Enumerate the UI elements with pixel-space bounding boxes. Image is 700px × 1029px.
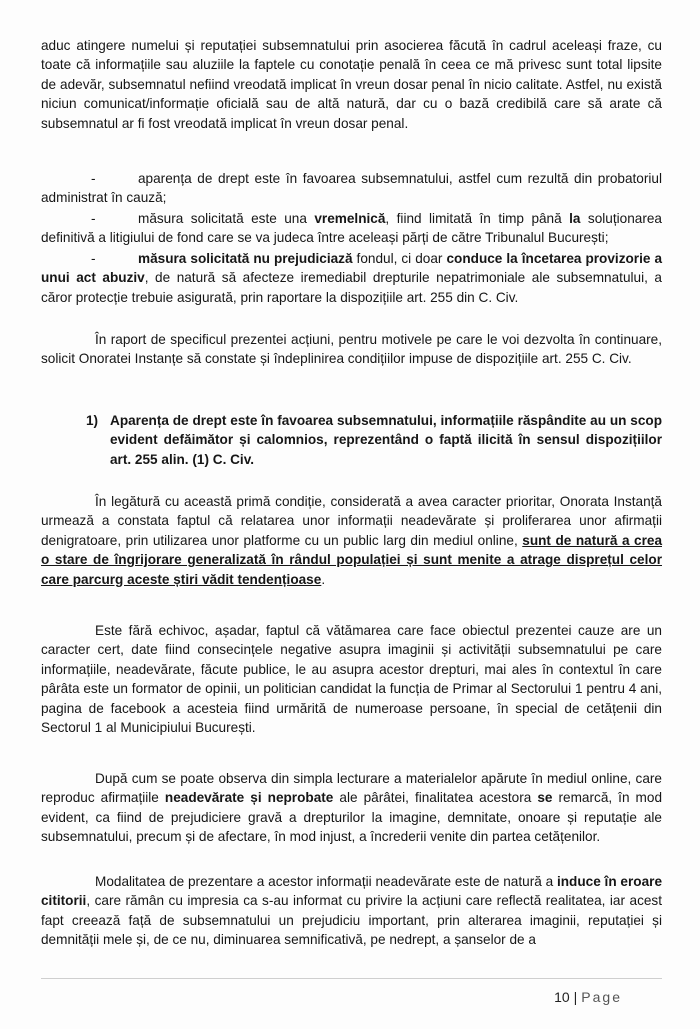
- bullet-text: măsura solicitată este una: [138, 211, 315, 226]
- bullet-text: soluționarea definitivă a litigiului de fond care se va judeca între aceleași părți de către Tribunalul București;: [41, 211, 662, 246]
- bold-text: se: [537, 790, 553, 806]
- bullet-bold-text: măsura solicitată nu prejudiciază: [138, 251, 353, 266]
- section-number: 1): [86, 413, 99, 428]
- bullet-item-3: [41, 249, 662, 307]
- paragraph-first-condition: În legătură cu această primă condiție, considerată a avea caracter prioritar, Onorata Instanță urmează a constata faptul că relatarea unor informații neadevărate și proliferarea unor afirmații denigratoare, prin utilizarea unor platforme cu un public larg din mediul online, sunt de natură a crea o stare de îngrijorare generalizată în rândul populației și sunt menite a atrage disprețul celor care parcurg aceste știri vădit tendențioase.: [41, 494, 662, 587]
- bullet-dash: -: [91, 251, 96, 266]
- bold-text: neadevărate și neprobate: [164, 790, 334, 806]
- bullet-text: , de natură să afecteze iremediabil drepturile nepatrimoniale ale subsemnatului, a căror protecție trebuie asigurată, prin raportare la dispozițiile art. 255 din C. Civ.: [41, 270, 662, 305]
- page-label: Page: [581, 989, 622, 1005]
- bullet-dash: -: [91, 171, 96, 186]
- bullet-text: , fiind limitată în timp până: [385, 211, 570, 226]
- bullet-item-2: [41, 209, 662, 248]
- page-footer: [554, 988, 622, 1007]
- bullet-bold-text: la: [569, 211, 581, 226]
- underlined-bold-text: sunt de natură a crea o stare de îngrijorare generalizată în rândul populației și sunt menite a atrage disprețul celor care parcurg aceste știri vădit tendențioase: [41, 532, 662, 587]
- bullet-dash: -: [91, 211, 96, 226]
- bullet-bold-text: vremelnică: [314, 211, 386, 226]
- bullet-bold-text: conduce la încetarea provizorie a unui act abuziv: [41, 251, 663, 286]
- paragraph-online-materials: După cum se poate observa din simpla lecturare a materialelor apărute în mediul online, care reproduc afirmațiile neadevărate și neprobate ale pârâtei, finalitatea acestora se remarcă, în mod evident, ca fiind de prejudiciere gravă a drepturilor la imagine, demnitate, onoare și reputație ale subsemnatului, precum și de afectare, în mod injust, a încrederii venite din partea cetățenilor.: [41, 771, 663, 845]
- page-separator: |: [573, 989, 578, 1005]
- section-title: Aparența de drept este în favoarea subsemnatului, informațiile răspândite au un scop evident defăimător și calomnios, reprezentând o faptă ilicită în sensul dispozițiilor art. 255 alin. (1) C. Civ.: [110, 413, 662, 467]
- bullet-text: aparența de drept este în favoarea subsemnatului, astfel cum rezultă din probatoriul administrat în cauză;: [41, 171, 662, 206]
- paragraph-intro: În raport de specificul prezentei acțiuni, pentru motivele pe care le voi dezvolta în continuare, solicit Onoratei Instanțe să constate și îndeplinirea condițiilor impuse de dispozițiile art. 255 C. Civ.: [41, 332, 662, 367]
- footer-divider: [41, 978, 662, 979]
- paragraph-continuation: aduc atingere numelui și reputației subsemnatului prin asocierea făcută în cadrul aceleași fraze, cu toate că informațiile sau aluziile la faptele cu conotație penală în ceea ce mă privesc sunt total lipsite de adevăr, subsemnatul nefiind vreodată implicat în vreun dosar penal în nicio calitate. Astfel, nu există niciun comunicat/informație oficială sau de altă natură, dar cu o bază credibilă care să arate că subsemnatul ar fi fost vreodată implicat în vreun dosar penal.: [41, 38, 662, 131]
- section-heading-1: [86, 411, 662, 469]
- page-number: 10: [554, 989, 570, 1005]
- bullet-text: fondul, ci doar: [352, 251, 447, 266]
- bullet-item-1: [41, 169, 662, 208]
- paragraph-certain-damage: Este fără echivoc, așadar, faptul că vătămarea care face obiectul prezentei cauze are un caracter cert, date fiind consecințele negative asupra imaginii și activității subsemnatului pe care informațiile, neadevărate, făcute publice, le au asupra acestor drepturi, mai ales în contextul în care pârâta este un formator de opinii, un politician candidat la funcția de Primar al Sectorului 1 pentru 4 ani, pagina de facebook a acesteia fiind urmărită de numeroase persoane, în special de cetățenii din Sectorul 1 al Municipiului București.: [41, 623, 662, 736]
- paragraph-misleading: Modalitatea de prezentare a acestor informații neadevărate este de natură a induce în eroare cititorii, care rămân cu impresia ca s-au informat cu privire la acțiuni care reflectă realitatea, iar acest fapt creează față de subsemnatului un prejudiciu important, prin alterarea imaginii, reputației și demnității mele și, de ce nu, diminuarea semnificativă, pe nedrept, a șanselor de a: [41, 874, 663, 948]
- bold-text: induce în eroare cititorii: [41, 874, 663, 909]
